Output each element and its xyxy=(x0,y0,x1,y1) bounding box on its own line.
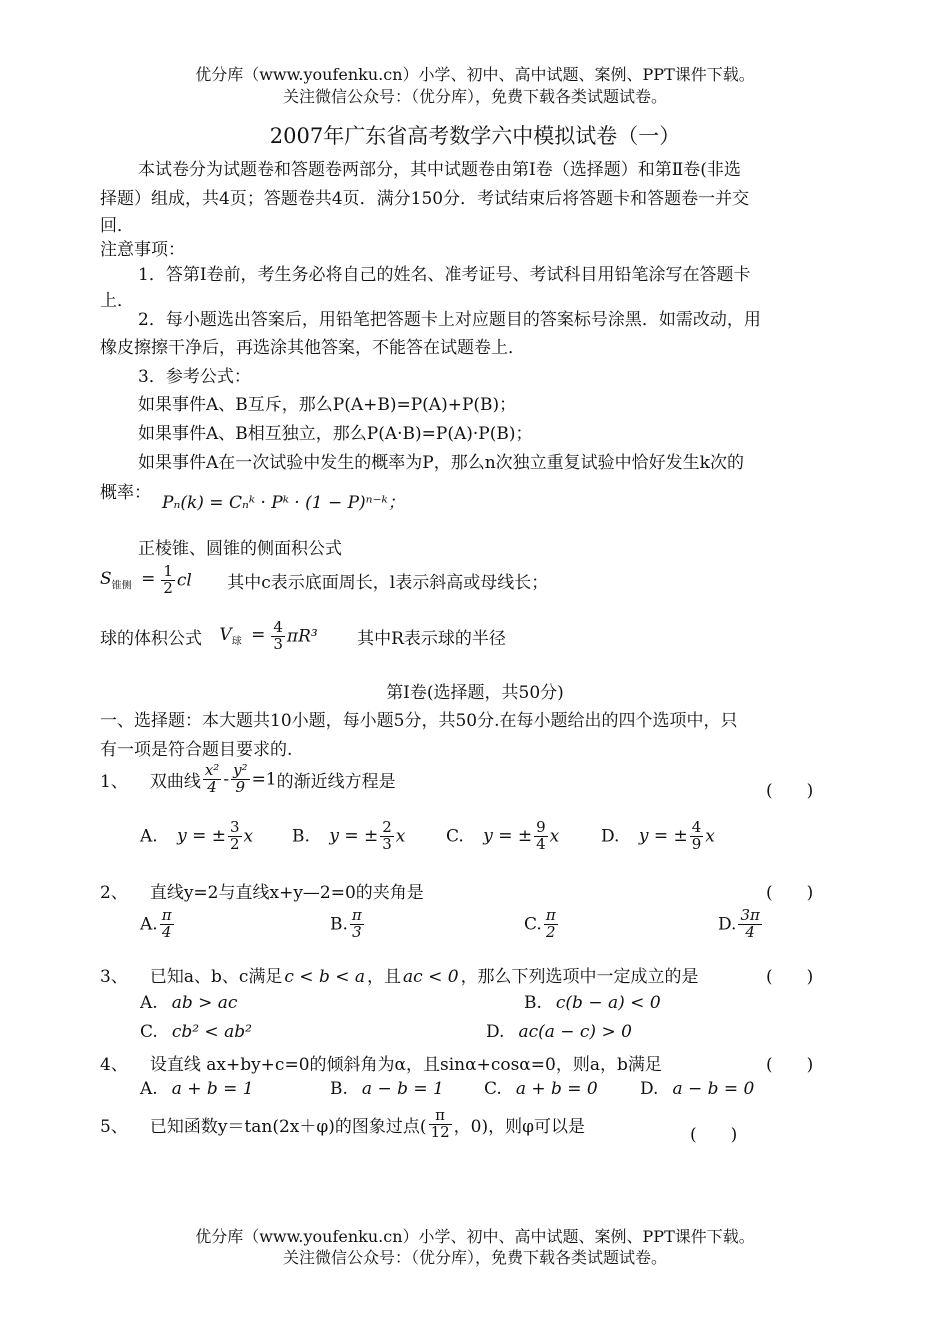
q2-opt-b-d: 3 xyxy=(352,922,362,941)
q2-option-c[interactable] xyxy=(524,908,560,958)
q2-opt-a-n: π xyxy=(161,906,172,924)
q2-opt-b-label: B. xyxy=(330,914,348,935)
page-title: 2007年广东省高考数学六中模拟试卷（一） xyxy=(269,124,681,148)
q1-opt-c-label: C. xyxy=(446,826,464,847)
q4-option-c[interactable] xyxy=(484,1079,598,1099)
q2-option-a[interactable] xyxy=(140,908,176,958)
formula-lateral-area xyxy=(100,564,548,614)
q2-opt-d-n: 3π xyxy=(740,906,760,924)
q1-opt-a-d: 2 xyxy=(230,834,240,853)
q1-opt-d-pre: y = ± xyxy=(638,826,688,847)
q1-opt-c-pre: y = ± xyxy=(483,826,533,847)
q4-opt-b-label: B. xyxy=(330,1079,348,1099)
q4-option-b[interactable] xyxy=(330,1079,444,1099)
q3-cond2: ac < 0 xyxy=(403,967,459,987)
q5-frac-d: 12 xyxy=(430,1122,450,1141)
q1-option-d[interactable] xyxy=(601,820,715,870)
q2-opt-d-d: 4 xyxy=(745,922,755,941)
formula-bernoulli-text: 如果事件A在一次试验中发生的概率为P，那么n次独立重复试验中恰好发生k次的 xyxy=(138,453,744,473)
q3-option-a[interactable] xyxy=(140,993,237,1013)
q1-option-c[interactable] xyxy=(446,820,559,870)
q2-text: 直线y=2与直线x+y—2=0的夹角是 xyxy=(149,883,424,903)
q1-d9: 9 xyxy=(235,777,246,796)
q4-paren: ( ) xyxy=(766,1055,814,1075)
q4-opt-d-t: a − b = 0 xyxy=(672,1079,755,1099)
q2-opt-a-d: 4 xyxy=(161,922,172,941)
q1-x2: x² xyxy=(204,761,220,779)
q1-opt-a-n: 3 xyxy=(230,818,240,836)
q4-opt-a-t: a + b = 1 xyxy=(171,1079,254,1099)
sphere-rest: πR³ xyxy=(286,626,318,647)
notice-2b: 橡皮擦擦干净后，再选涂其他答案，不能答在试题卷上． xyxy=(100,338,525,358)
intro-line-2: 择题）组成，共4页；答题卷共4页．满分150分．考试结束后将答题卡和答题卷一并交 xyxy=(100,189,750,209)
q2-paren: ( ) xyxy=(766,883,814,903)
q3-mid: ，且 xyxy=(367,967,402,987)
section-1-title: 第Ⅰ卷(选择题，共50分) xyxy=(386,683,564,703)
q1-post: 的渐近线方程是 xyxy=(276,771,396,792)
q1-opt-d-n: 4 xyxy=(691,818,702,836)
q4-text: 设直线 ax+by+c=0的倾斜角为α，且sinα+cosα=0，则a，b满足 xyxy=(149,1055,662,1075)
notice-3: 3．参考公式： xyxy=(138,367,251,387)
q2-option-d[interactable] xyxy=(718,908,764,958)
section-1-inst-1: 一、选择题：本大题共10小题，每小题5分，共50分.在每小题给出的四个选项中，只 xyxy=(100,711,738,731)
q1-option-a[interactable] xyxy=(140,820,253,870)
q3-opt-a-label: A. xyxy=(140,993,158,1013)
q1-opt-a-pre: y = ± xyxy=(177,826,226,847)
q1-opt-c-d: 4 xyxy=(536,834,546,853)
lateral-den: 2 xyxy=(163,578,173,597)
formula-bernoulli: Pₙ(k) = Cₙᵏ · Pᵏ · (1 − P)ⁿ⁻ᵏ； xyxy=(162,493,405,513)
q3-opt-a-t: ab > ac xyxy=(171,993,238,1013)
q3-option-c[interactable] xyxy=(140,1022,252,1042)
q1-y2: y² xyxy=(233,761,248,779)
lateral-num: 1 xyxy=(163,562,173,580)
q5-post: ，0)，则φ可以是 xyxy=(453,1116,586,1137)
q2-opt-c-d: 2 xyxy=(545,922,556,941)
q1-d4: 4 xyxy=(207,777,217,796)
section-1-inst-2: 有一项是符合题目要求的. xyxy=(100,740,293,760)
sphere-v: V xyxy=(219,625,232,646)
q2-option-b[interactable] xyxy=(330,908,366,958)
header-line-1: 优分库（www.youfenku.cn）小学、初中、高中试题、案例、PPT课件下载。 xyxy=(195,65,755,84)
q1-opt-a-label: A. xyxy=(140,826,158,847)
q2-num: 2、 xyxy=(100,883,128,903)
q1-opt-b-n: 2 xyxy=(382,818,392,836)
q1-opt-d-label: D. xyxy=(601,826,620,847)
q3-cond1: c < b < a xyxy=(284,967,366,987)
q2-opt-c-label: C. xyxy=(524,914,542,935)
q2-opt-d-label: D. xyxy=(718,914,737,935)
q3-opt-c-t: cb² < ab² xyxy=(171,1022,252,1042)
q1-opt-b-label: B. xyxy=(292,826,310,847)
intro-line-1: 本试卷分为试题卷和答题卷两部分，其中试题卷由第Ⅰ卷（选择题）和第Ⅱ卷(非选 xyxy=(138,160,741,180)
q1-pre: 双曲线 xyxy=(149,771,201,792)
q3-option-d[interactable] xyxy=(486,1022,632,1042)
q1-opt-d-d: 9 xyxy=(691,834,702,853)
q3-opt-d-label: D. xyxy=(486,1022,505,1042)
q4-option-a[interactable] xyxy=(140,1079,254,1099)
q4-opt-d-label: D. xyxy=(640,1079,659,1099)
sphere-num: 4 xyxy=(273,618,283,636)
q3-pre: 已知a、b、c满足 xyxy=(149,967,283,987)
q1-opt-a-x: x xyxy=(243,826,254,847)
intro-line-3: 回． xyxy=(100,216,134,236)
q3-num: 3、 xyxy=(100,967,128,987)
sphere-label: 球的体积公式 xyxy=(100,628,202,649)
q1-opt-b-x: x xyxy=(395,826,406,847)
q4-opt-c-t: a + b = 0 xyxy=(515,1079,598,1099)
q2-opt-a-label: A. xyxy=(140,914,158,935)
q3-opt-d-t: ac(a − c) > 0 xyxy=(518,1022,632,1042)
formula-independent: 如果事件A、B相互独立，那么P(A·B)=P(A)·P(B)； xyxy=(138,424,533,444)
q1-minus: - xyxy=(223,769,230,790)
q1-opt-c-x: x xyxy=(549,826,560,847)
q3-option-b[interactable] xyxy=(524,993,661,1013)
sphere-eq: = xyxy=(251,625,266,646)
lateral-s-sub: 锥侧 xyxy=(111,580,132,592)
q5-num: 5、 xyxy=(100,1116,128,1137)
formula-mutually-exclusive: 如果事件A、B互斥，那么P(A+B)=P(A)+P(B)； xyxy=(138,395,517,415)
question-2 xyxy=(100,878,424,903)
notice-1a: 1．答第Ⅰ卷前，考生务必将自己的姓名、准考证号、考试科目用铅笔涂写在答题卡 xyxy=(138,265,751,285)
q1-paren: ( ) xyxy=(766,781,814,801)
formula-bernoulli-label: 概率： xyxy=(100,483,151,503)
lateral-desc: 其中c表示底面周长，l表示斜高或母线长； xyxy=(227,572,549,593)
q5-pre: 已知函数y＝tan(2x＋φ)的图象过点( xyxy=(149,1116,427,1137)
q4-opt-a-label: A. xyxy=(140,1079,158,1099)
question-3 xyxy=(100,962,699,987)
formula-lateral-area-text: 正棱锥、圆锥的侧面积公式 xyxy=(138,539,342,559)
lateral-s: S xyxy=(100,569,112,590)
q4-num: 4、 xyxy=(100,1055,128,1075)
q1-opt-b-d: 3 xyxy=(382,834,392,853)
q1-opt-c-n: 9 xyxy=(536,818,546,836)
footer-line-1: 优分库（www.youfenku.cn）小学、初中、高中试题、案例、PPT课件下载。 xyxy=(195,1227,755,1246)
sphere-den: 3 xyxy=(273,634,283,653)
q3-opt-c-label: C. xyxy=(140,1022,158,1042)
q3-opt-b-label: B. xyxy=(524,993,542,1013)
q2-opt-c-n: π xyxy=(545,906,556,924)
formula-sphere-volume xyxy=(100,620,506,670)
notice-2a: 2．每小题选出答案后，用铅笔把答题卡上对应题目的答案标号涂黑．如需改动，用 xyxy=(138,310,761,330)
q2-opt-b-n: π xyxy=(351,906,362,924)
q1-option-b[interactable] xyxy=(292,820,405,870)
q1-opt-b-pre: y = ± xyxy=(329,826,379,847)
notice-heading: 注意事项： xyxy=(100,240,185,260)
q3-post: ，那么下列选项中一定成立的是 xyxy=(460,967,699,987)
lateral-cl: cl xyxy=(176,570,192,591)
question-4 xyxy=(100,1050,662,1075)
q1-eq1: =1 xyxy=(251,769,277,790)
q5-frac-n: π xyxy=(429,1108,452,1125)
q4-opt-c-label: C. xyxy=(484,1079,502,1099)
lateral-eq: = xyxy=(141,569,156,590)
question-5 xyxy=(100,1108,585,1158)
q4-opt-b-t: a − b = 1 xyxy=(361,1079,444,1099)
notice-1b: 上． xyxy=(100,291,134,311)
header-line-2: 关注微信公众号：（优分库），免费下载各类试题试卷。 xyxy=(282,87,667,106)
q5-paren: ( ) xyxy=(690,1125,738,1145)
sphere-desc: 其中R表示球的半径 xyxy=(357,628,506,649)
q1-num: 1、 xyxy=(100,771,128,792)
q1-opt-d-x: x xyxy=(705,826,715,847)
q3-paren: ( ) xyxy=(766,967,814,987)
q3-opt-b-t: c(b − a) < 0 xyxy=(555,993,661,1013)
question-1 xyxy=(100,763,396,813)
sphere-v-sub: 球 xyxy=(231,636,242,648)
footer-line-2: 关注微信公众号：（优分库），免费下载各类试题试卷。 xyxy=(282,1248,667,1267)
q4-option-d[interactable] xyxy=(640,1079,754,1099)
